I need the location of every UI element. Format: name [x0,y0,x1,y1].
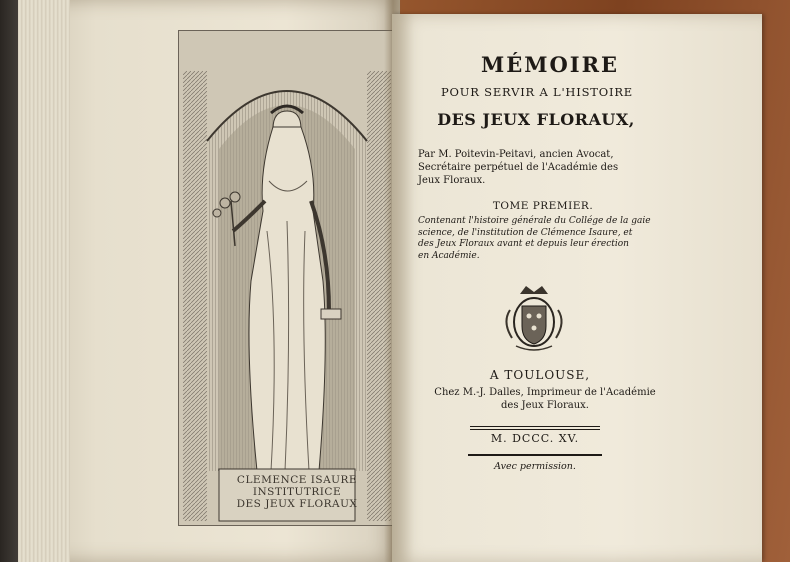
author-line: Jeux Floraux. [418,175,486,186]
double-rule [470,426,600,430]
printer-block [410,386,680,412]
caption-line: DES JEUX FLORAUX [236,498,358,510]
permission-note: Avec permission. [494,461,576,472]
author-block [418,148,668,187]
contents-description [418,216,668,262]
contents-line: science, de l'institution de Clémence Isaure, et [418,227,633,238]
book-title: MÉMOIRE [480,52,620,77]
tome-label: TOME PREMIER. [492,200,594,212]
printer-line: des Jeux Floraux. [501,400,589,411]
contents-line: Contenant l'histoire générale du Collége de la gaie [418,216,651,226]
publication-date: M. DCCC. XV. [490,432,580,445]
subtitle-line-1: POUR SERVIR A L'HISTOIRE [441,85,633,99]
rule-divider [468,454,602,456]
statue-illustration-icon [179,31,395,525]
printer-line: Chez M.-J. Dalles, Imprimeur de l'Académie [434,387,656,398]
page-edges [18,0,70,562]
coat-of-arms-icon [496,280,572,356]
caption-line: INSTITUTRICE [252,486,342,498]
subtitle-line-2: DES JEUX FLORAUX, [437,110,635,129]
publication-city: A TOULOUSE, [489,368,591,382]
caption-line: CLEMENCE ISAURE [236,474,358,486]
contents-line: en Académie. [418,250,480,261]
contents-line: des Jeux Floraux avant et depuis leur érection [418,239,629,249]
author-line: Secrétaire perpétuel de l'Académie des [418,162,619,173]
frontispiece-caption [222,474,372,510]
author-line: Par M. Poitevin-Peitavi, ancien Avocat, [418,149,614,160]
frontispiece-engraving [178,30,396,526]
